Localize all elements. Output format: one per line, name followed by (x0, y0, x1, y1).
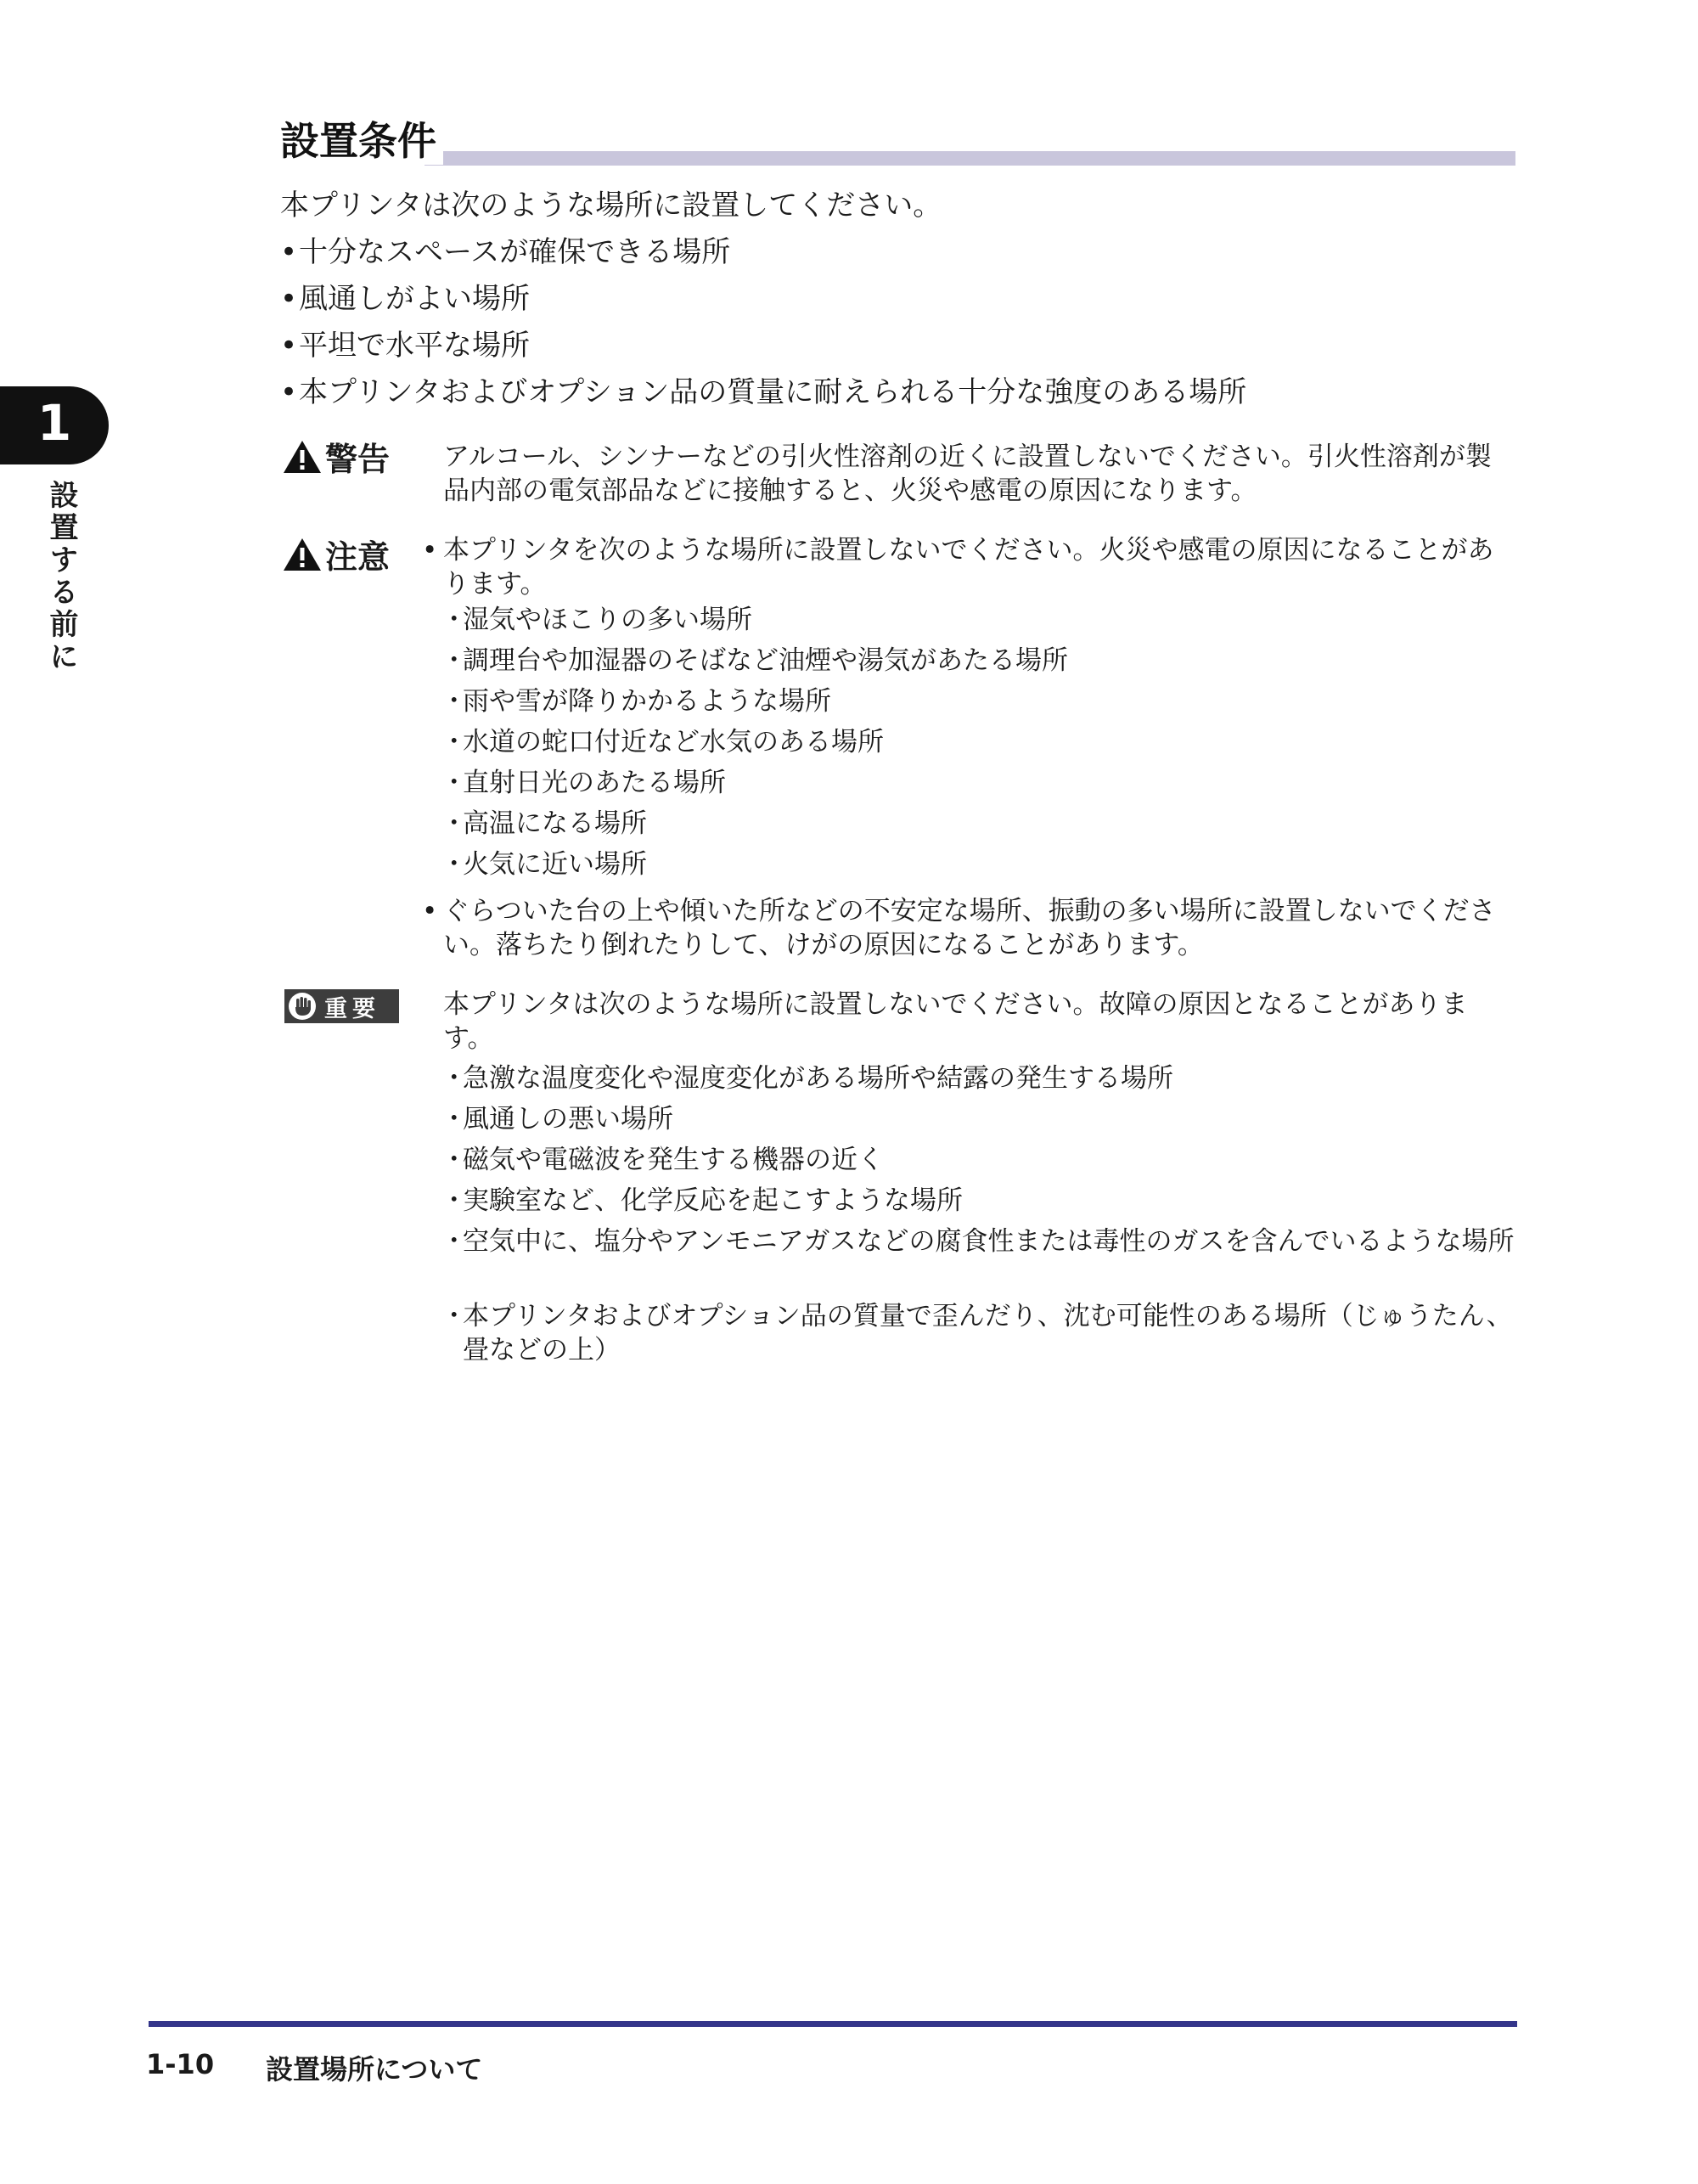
list-item: ･調理台や加湿器のそばなど油煙や湯気があたる場所 (447, 645, 1068, 676)
warning-label: 警告 (283, 433, 390, 480)
important-sublist (447, 1061, 1519, 1374)
list-item: ･ 風通しの悪い場所 (447, 1104, 673, 1134)
warning-triangle-icon (283, 537, 322, 572)
chapter-number: 1 (37, 394, 72, 452)
footer-section-title: 設置場所について (266, 2053, 483, 2085)
important-badge (284, 989, 399, 1023)
list-item: ･ 空気中に、塩分やアンモニアガスなどの腐食性または毒性のガスを含んでいるような場所 (447, 1226, 1515, 1257)
list-item: ･ 本プリンタおよびオプション品の質量で歪んだり、沈む可能性のある場所（じゅうたん、畳などの上） (447, 1301, 1513, 1365)
list-item: ･雨や雪が降りかかるような場所 (447, 686, 831, 717)
list-item: •本プリンタおよびオプション品の質量に耐えられる十分な強度のある場所 (280, 375, 1247, 409)
footer-rule (149, 2021, 1517, 2027)
list-item: •風通しがよい場所 (280, 282, 530, 316)
list-item: ･ 磁気や電磁波を発生する機器の近く (447, 1145, 884, 1175)
warning-triangle-icon (283, 439, 322, 475)
list-item: •平坦で水平な場所 (280, 329, 530, 363)
chapter-tab (0, 386, 109, 464)
list-item: ･ 実験室など、化学反応を起こすような場所 (447, 1185, 963, 1216)
list-item: ･高温になる場所 (447, 808, 647, 839)
list-item: ･ 急激な温度変化や湿度変化がある場所や結露の発生する場所 (447, 1063, 1173, 1094)
caution-sublist (447, 603, 1068, 888)
section-heading (280, 117, 1515, 168)
caution-bullet: • ぐらついた台の上や傾いた所などの不安定な場所、振動の多い場所に設置しないでください。落ちたり倒れたりして、けがの原因になることがあります。 (422, 896, 1496, 960)
requirements-list (280, 232, 1246, 419)
heading-underline-bar (424, 151, 1515, 166)
intro-text: 本プリンタは次のような場所に設置してください。 (280, 189, 942, 222)
section-title: 設置条件 (280, 117, 443, 165)
warning-text: アルコール、シンナーなどの引火性溶剤の近くに設置しないでください。引火性溶剤が製品内部の電気部品などに接触すると、火災や感電の原因になります。 (443, 442, 1492, 506)
caution-label: 注意 (283, 531, 390, 577)
page-number: 1-10 (146, 2048, 215, 2080)
list-item: ･直射日光のあたる場所 (447, 768, 726, 798)
list-item: ･水道の蛇口付近など水気のある場所 (447, 727, 884, 757)
important-text: 本プリンタは次のような場所に設置しないでください。故障の原因となることがあります。 (443, 989, 1468, 1054)
chapter-title-vertical: 設置する前に (44, 480, 78, 673)
list-item: •十分なスペースが確保できる場所 (280, 235, 731, 269)
important-label: 重要 (324, 995, 380, 1022)
list-item: ･火気に近い場所 (447, 849, 647, 880)
caution-bullet: • 本プリンタを次のような場所に設置しないでください。火災や感電の原因になることがあります。 (422, 535, 1494, 599)
list-item: ･湿気やほこりの多い場所 (447, 605, 752, 635)
hand-stop-icon (287, 991, 318, 1022)
